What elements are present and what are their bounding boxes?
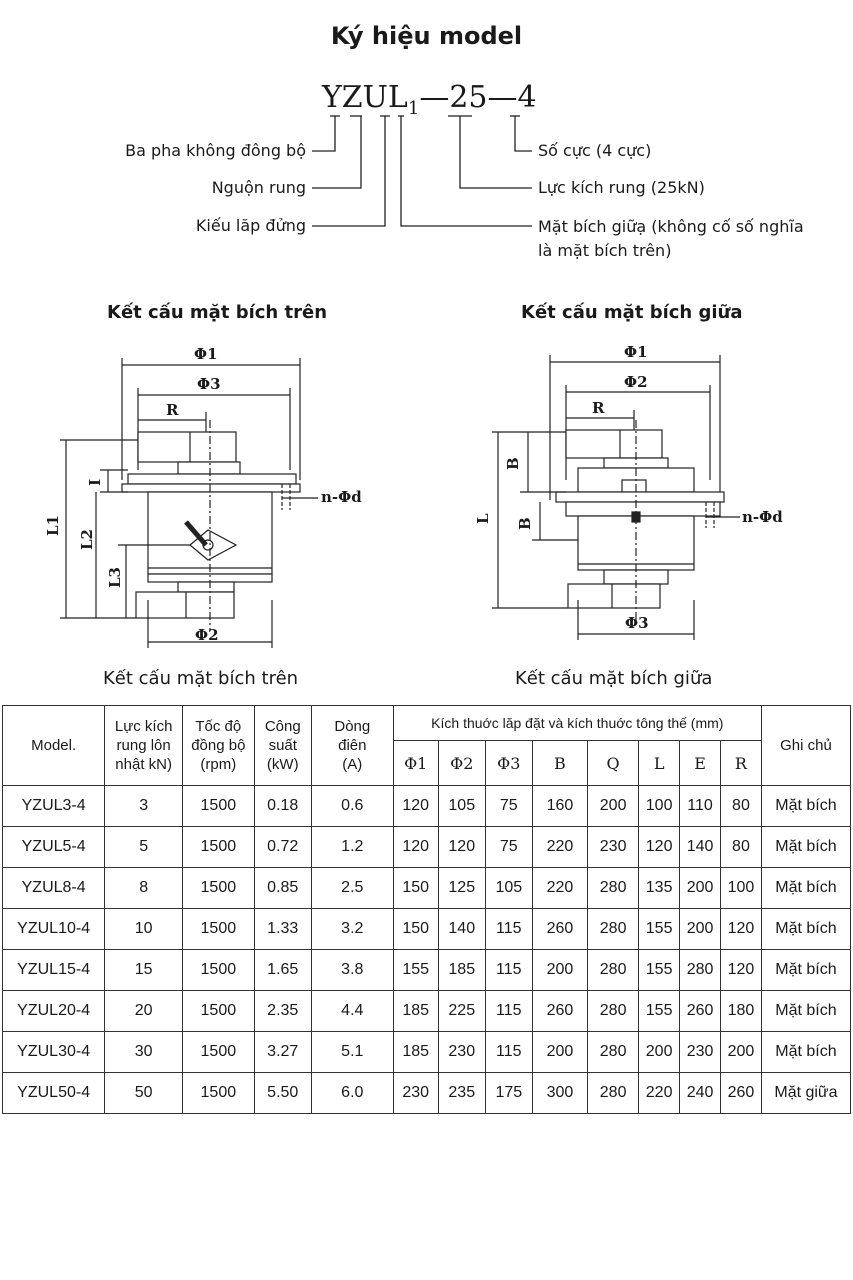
table-cell: 100: [721, 868, 762, 909]
cell-note: Mặt bích: [761, 1032, 850, 1073]
header-model: Model.: [3, 706, 105, 786]
code-sub: 1: [407, 98, 420, 119]
table-cell: 10: [105, 909, 183, 950]
spec-table-body: [3, 786, 851, 1114]
table-cell: 0.6: [311, 786, 393, 827]
table-cell: 1.33: [254, 909, 311, 950]
dim2-phi3: Φ3: [625, 614, 649, 632]
code-prefix: YZUL: [322, 80, 408, 115]
cell-note: Mặt bích: [761, 991, 850, 1032]
header-dim-col: Φ1: [393, 741, 438, 786]
table-cell: 80: [721, 827, 762, 868]
table-cell: 1.2: [311, 827, 393, 868]
table-cell: 140: [438, 909, 485, 950]
header-dim-col: Q: [588, 741, 639, 786]
table-cell: 1500: [183, 950, 255, 991]
table-cell: 200: [532, 1032, 587, 1073]
dim-L3: L3: [106, 567, 124, 588]
cell-note: Mặt bích: [761, 827, 850, 868]
table-row: [3, 991, 851, 1032]
table-cell: 30: [105, 1032, 183, 1073]
header-note: Ghi chủ: [761, 706, 850, 786]
table-row: [3, 786, 851, 827]
table-cell: 115: [485, 991, 532, 1032]
cell-model: YZUL20-4: [3, 991, 105, 1032]
legend-flange-2: là mặt bích trên): [538, 241, 672, 260]
table-cell: 185: [393, 991, 438, 1032]
table-cell: 200: [532, 950, 587, 991]
table-cell: 5.50: [254, 1073, 311, 1114]
table-cell: 280: [588, 868, 639, 909]
cell-note: Mặt bích: [761, 868, 850, 909]
table-cell: 5.1: [311, 1032, 393, 1073]
table-cell: 115: [485, 950, 532, 991]
dim2-phi1: Φ1: [624, 343, 648, 361]
table-cell: 120: [438, 827, 485, 868]
table-cell: 8: [105, 868, 183, 909]
table-cell: 120: [721, 909, 762, 950]
header-dim-col: Φ2: [438, 741, 485, 786]
dim-phi2: Φ2: [195, 626, 219, 644]
table-cell: 150: [393, 909, 438, 950]
dim2-nphid: n-Φd: [742, 508, 783, 526]
dim-phi1: Φ1: [194, 345, 218, 363]
cell-model: YZUL3-4: [3, 786, 105, 827]
table-cell: 230: [393, 1073, 438, 1114]
cell-model: YZUL5-4: [3, 827, 105, 868]
table-cell: 1500: [183, 1073, 255, 1114]
table-cell: 0.85: [254, 868, 311, 909]
table-title-left: Kết cấu mặt bích trên: [103, 668, 299, 689]
table-cell: 105: [485, 868, 532, 909]
table-cell: 200: [680, 909, 721, 950]
table-cell: 105: [438, 786, 485, 827]
cell-note: Mặt bích: [761, 950, 850, 991]
header-power: Công suất (kW): [254, 706, 311, 786]
dim-L2: L2: [78, 529, 96, 550]
table-cell: 160: [532, 786, 587, 827]
table-row: [3, 1073, 851, 1114]
dim2-phi2: Φ2: [624, 373, 648, 391]
table-cell: 15: [105, 950, 183, 991]
dim-L1: L1: [44, 515, 62, 536]
table-cell: 280: [588, 991, 639, 1032]
table-cell: 100: [639, 786, 680, 827]
table-cell: 3.27: [254, 1032, 311, 1073]
table-cell: 1500: [183, 909, 255, 950]
legend-phase: Ba pha không đông bộ: [125, 141, 306, 160]
cell-model: YZUL8-4: [3, 868, 105, 909]
header-current: Dòng điên (A): [311, 706, 393, 786]
header-dims-group: Kích thuớc lăp đặt và kích thuớc tông thế (mm): [393, 706, 761, 741]
table-cell: 75: [485, 786, 532, 827]
table-cell: 220: [639, 1073, 680, 1114]
table-cell: 280: [588, 950, 639, 991]
table-cell: 230: [680, 1032, 721, 1073]
table-cell: 155: [639, 991, 680, 1032]
table-cell: 120: [639, 827, 680, 868]
table-cell: 1500: [183, 786, 255, 827]
dim2-L: L: [474, 513, 492, 524]
table-cell: 3: [105, 786, 183, 827]
table-cell: 220: [532, 868, 587, 909]
cell-note: Mặt bích: [761, 909, 850, 950]
cell-note: Mặt bích: [761, 786, 850, 827]
table-title-right: Kết cấu mặt bích giữa: [515, 668, 713, 689]
table-cell: 140: [680, 827, 721, 868]
dim-phi3: Φ3: [197, 375, 221, 393]
cell-model: YZUL10-4: [3, 909, 105, 950]
table-cell: 235: [438, 1073, 485, 1114]
table-cell: 120: [393, 827, 438, 868]
header-force: Lực kích rung lôn nhật kN): [105, 706, 183, 786]
table-cell: 1500: [183, 1032, 255, 1073]
header-dim-col: L: [639, 741, 680, 786]
table-cell: 0.18: [254, 786, 311, 827]
table-cell: 260: [532, 991, 587, 1032]
table-cell: 155: [639, 950, 680, 991]
table-cell: 150: [393, 868, 438, 909]
table-cell: 135: [639, 868, 680, 909]
table-cell: 200: [639, 1032, 680, 1073]
table-cell: 4.4: [311, 991, 393, 1032]
table-cell: 2.35: [254, 991, 311, 1032]
table-cell: 280: [680, 950, 721, 991]
dim-I: I: [86, 478, 104, 486]
header-dim-col: Φ3: [485, 741, 532, 786]
legend-poles: Số cực (4 cực): [538, 141, 652, 160]
table-cell: 180: [721, 991, 762, 1032]
table-cell: 1500: [183, 827, 255, 868]
table-cell: 220: [532, 827, 587, 868]
table-cell: 5: [105, 827, 183, 868]
header-dim-col: E: [680, 741, 721, 786]
table-cell: 200: [588, 786, 639, 827]
table-cell: 230: [588, 827, 639, 868]
table-cell: 300: [532, 1073, 587, 1114]
table-cell: 200: [680, 868, 721, 909]
table-cell: 260: [721, 1073, 762, 1114]
legend-source: Nguộn rung: [211, 178, 306, 197]
page-title: Ký hiệu model: [330, 22, 523, 50]
model-code: $YZUL_1—25—4$: [322, 80, 537, 119]
table-cell: 260: [532, 909, 587, 950]
table-cell: 110: [680, 786, 721, 827]
legend-flange-1: Mặt bích giữạ (không cố số nghĩa: [538, 217, 804, 236]
spec-table: [2, 705, 851, 1114]
cell-model: YZUL30-4: [3, 1032, 105, 1073]
table-row: [3, 827, 851, 868]
table-cell: 2.5: [311, 868, 393, 909]
table-cell: 175: [485, 1073, 532, 1114]
code-force: 25: [449, 80, 488, 115]
table-cell: 240: [680, 1073, 721, 1114]
header-speed: Tốc độ đồng bộ (rpm): [183, 706, 255, 786]
table-cell: 155: [639, 909, 680, 950]
dim-R: R: [166, 401, 179, 419]
table-cell: 1500: [183, 868, 255, 909]
legend-mount: Kiếu lăp đửng: [195, 216, 306, 235]
cell-note: Mặt giữa: [761, 1073, 850, 1114]
table-row: [3, 909, 851, 950]
table-cell: 120: [393, 786, 438, 827]
table-cell: 75: [485, 827, 532, 868]
table-cell: 0.72: [254, 827, 311, 868]
table-cell: 185: [438, 950, 485, 991]
table-cell: 200: [721, 1032, 762, 1073]
table-cell: 225: [438, 991, 485, 1032]
legend-force: Lực kích rung (25kN): [538, 178, 705, 197]
diagram-title-mid: Kết cấu mặt bích giữa: [521, 302, 743, 323]
table-cell: 1.65: [254, 950, 311, 991]
table-cell: 3.2: [311, 909, 393, 950]
table-cell: 1500: [183, 991, 255, 1032]
table-cell: 155: [393, 950, 438, 991]
dim2-B-lower: B: [516, 517, 534, 530]
table-row: [3, 1032, 851, 1073]
table-cell: 50: [105, 1073, 183, 1114]
code-poles: 4: [517, 80, 537, 115]
dim-nphid: n-Φd: [321, 488, 362, 506]
table-row: [3, 950, 851, 991]
dim2-R: R: [592, 399, 605, 417]
header-dim-col: R: [721, 741, 762, 786]
table-cell: 230: [438, 1032, 485, 1073]
table-cell: 280: [588, 909, 639, 950]
table-cell: 185: [393, 1032, 438, 1073]
header-dim-col: B: [532, 741, 587, 786]
cell-model: YZUL15-4: [3, 950, 105, 991]
table-cell: 280: [588, 1032, 639, 1073]
table-cell: 280: [588, 1073, 639, 1114]
table-cell: 6.0: [311, 1073, 393, 1114]
table-cell: 80: [721, 786, 762, 827]
table-row: [3, 868, 851, 909]
table-cell: 120: [721, 950, 762, 991]
table-cell: 3.8: [311, 950, 393, 991]
diagram-title-top: Kết cấu mặt bích trên: [107, 302, 328, 323]
table-cell: 125: [438, 868, 485, 909]
cell-model: YZUL50-4: [3, 1073, 105, 1114]
table-cell: 115: [485, 909, 532, 950]
dim2-B-upper: B: [504, 457, 522, 470]
table-cell: 260: [680, 991, 721, 1032]
table-cell: 115: [485, 1032, 532, 1073]
table-cell: 20: [105, 991, 183, 1032]
